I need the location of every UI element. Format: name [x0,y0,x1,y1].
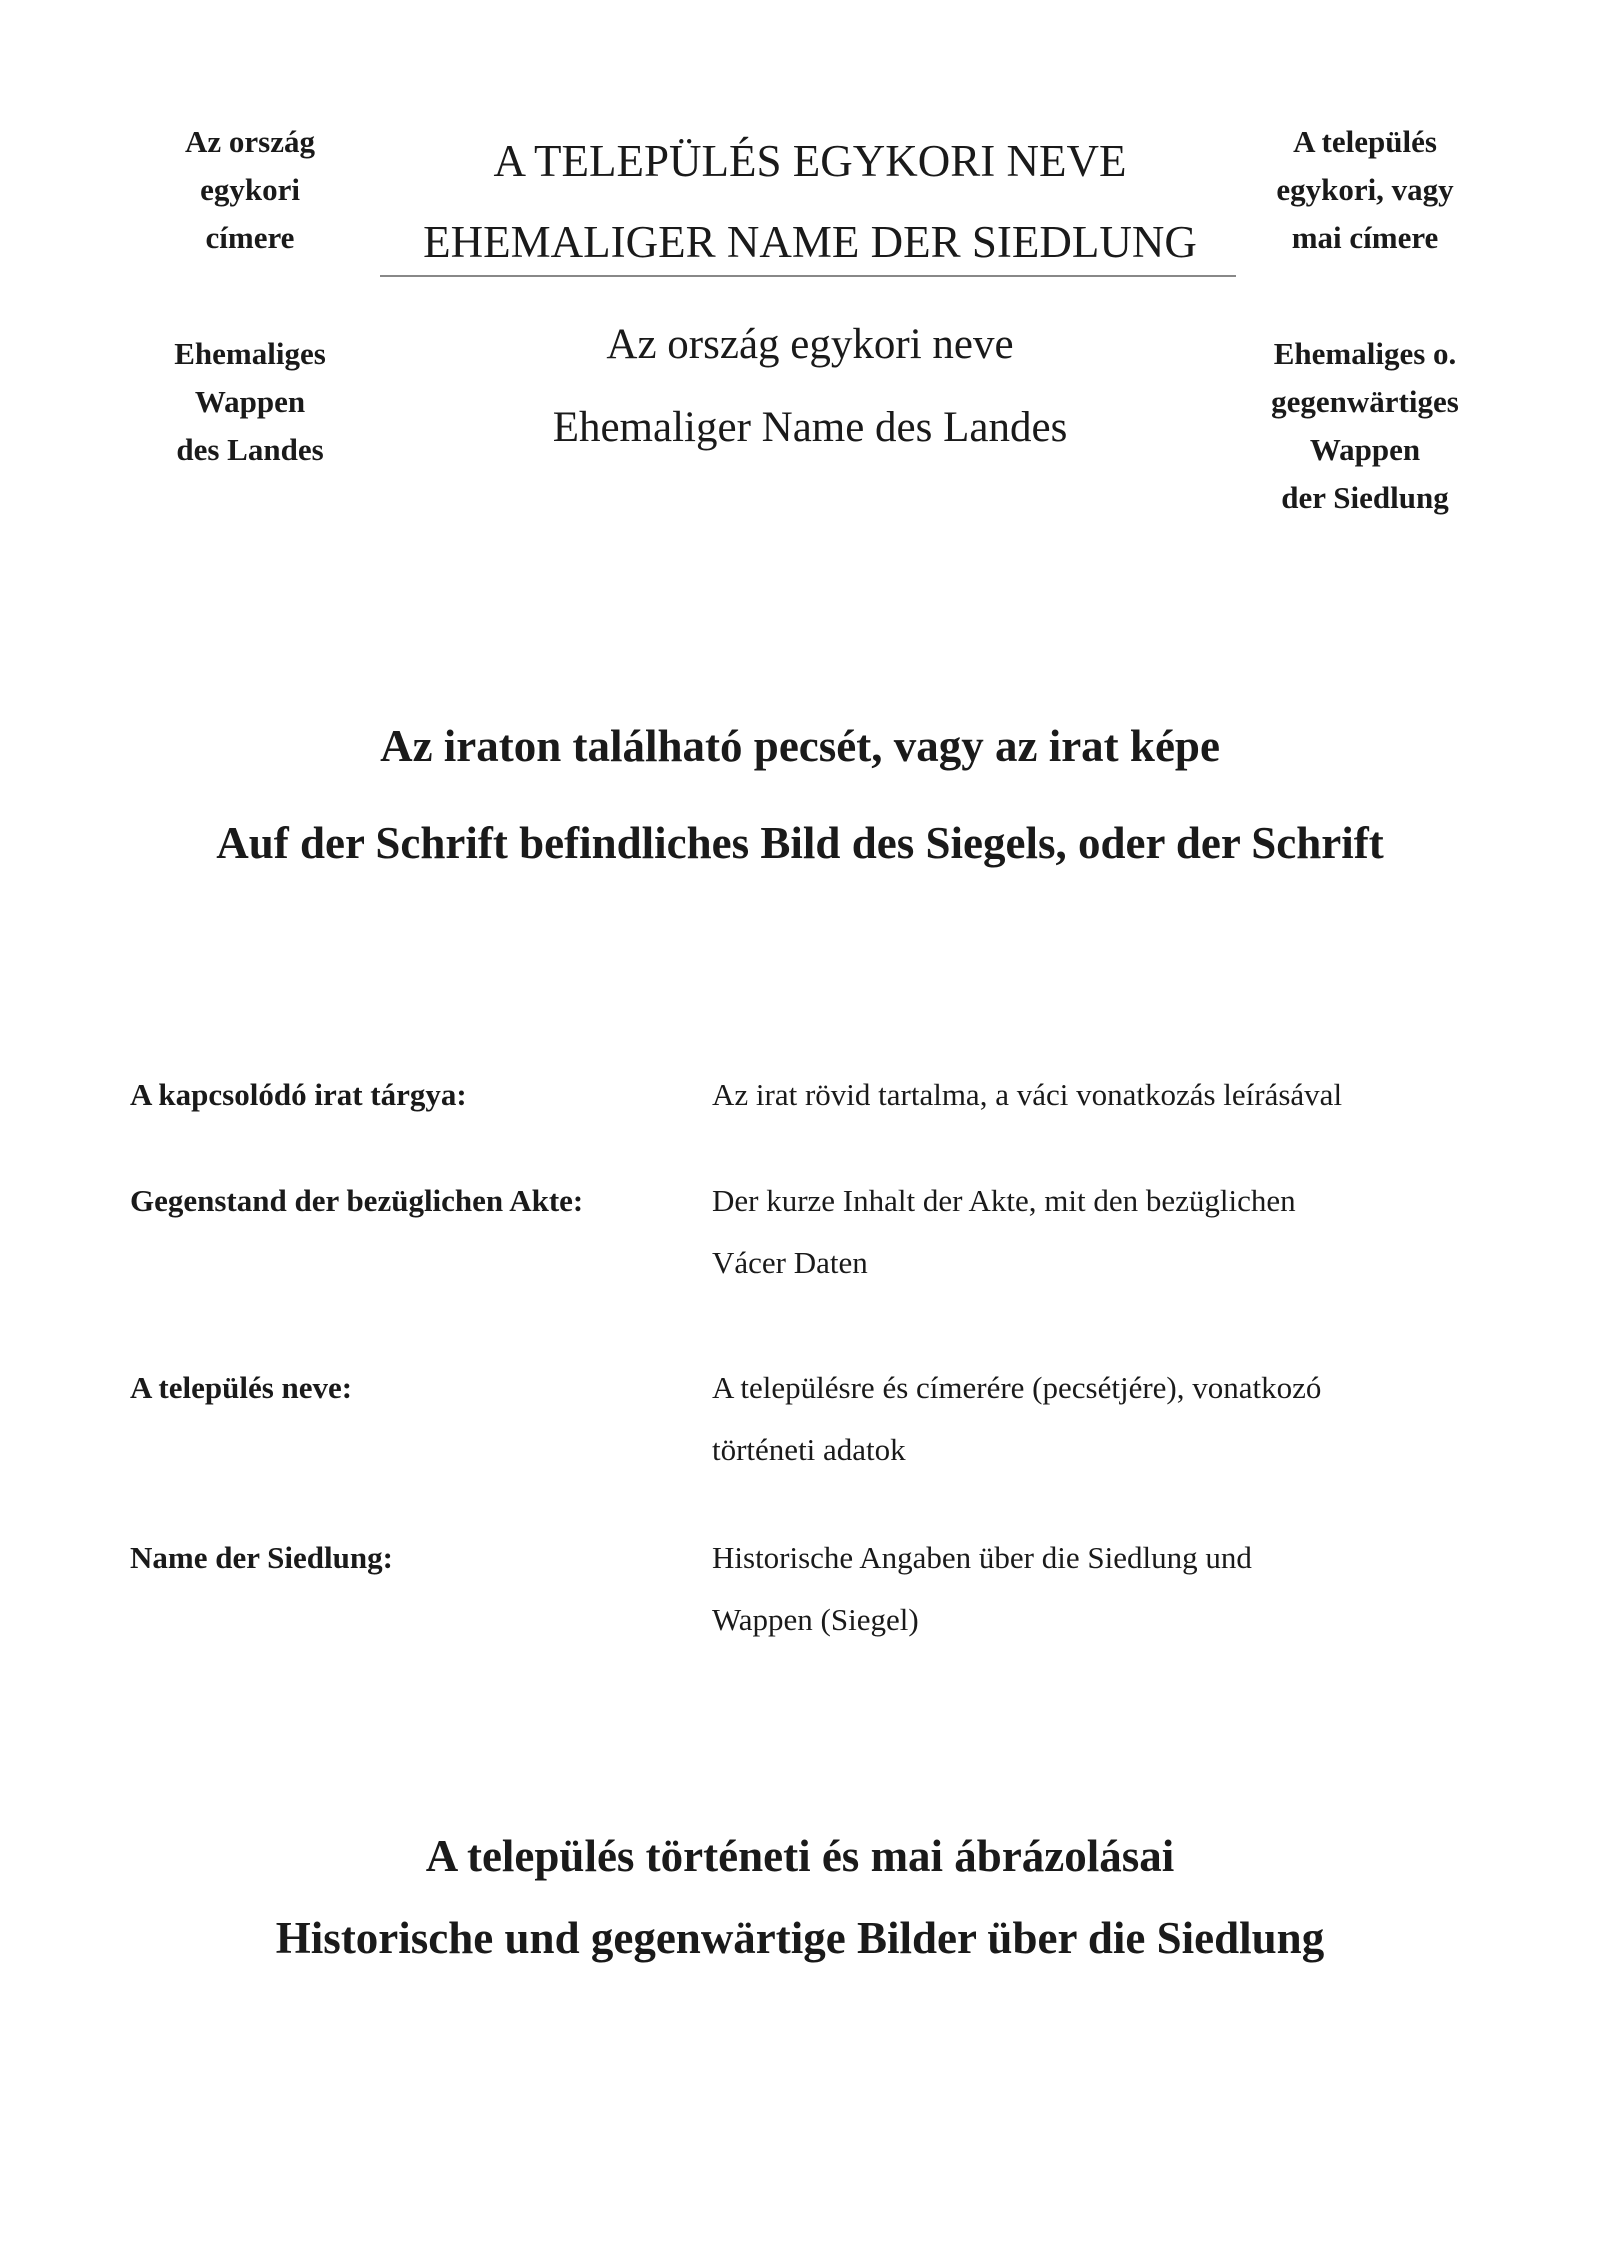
info-value-line: Az irat rövid tartalma, a váci vonatkozás leírásával [712,1077,1343,1112]
info-value-line: A településre és címerére (pecsétjére), vonatkozó [712,1370,1322,1405]
info-value-line: Vácer Daten [712,1245,868,1280]
caption-line: mai címere [1291,220,1439,255]
info-value-settlement-hu [712,1357,1492,1481]
info-value-subject-de [712,1170,1492,1294]
caption-line: Wappen [194,384,306,419]
caption-line: címere [205,220,295,255]
info-value-line: Der kurze Inhalt der Akte, mit den bezüglichen [712,1183,1296,1218]
settlement-name-de: EHEMALIGER NAME DER SIEDLUNG [423,217,1197,267]
caption-line: Ehemaliges o. [1273,336,1457,371]
caption-line: Wappen [1309,432,1421,467]
info-value-line: Wappen (Siegel) [712,1602,919,1637]
caption-line: der Siedlung [1281,480,1449,515]
seal-heading-de: Auf der Schrift befindliches Bild des Siegels, oder der Schrift [216,818,1384,868]
images-heading-de: Historische und gegenwärtige Bilder über die Siedlung [275,1913,1325,1963]
info-value-settlement-de [712,1527,1492,1651]
seal-heading-hu: Az iraton található pecsét, vagy az irat képe [380,721,1220,771]
caption-line: Az ország [185,124,315,159]
left-arms-caption-hu [150,118,350,262]
country-name-hu: Az ország egykori neve [606,321,1014,368]
caption-line: egykori, vagy [1276,172,1454,207]
left-arms-caption-de [130,330,370,474]
right-arms-caption-hu [1240,118,1490,262]
caption-line: A település [1293,124,1437,159]
caption-line: des Landes [176,432,324,467]
info-label-subject-hu: A kapcsolódó irat tárgya: [130,1077,467,1112]
caption-line: Ehemaliges [174,336,326,371]
images-heading-hu: A település történeti és mai ábrázolásai [425,1831,1175,1881]
info-label-settlement-hu: A település neve: [130,1370,353,1405]
info-label-subject-de: Gegenstand der bezüglichen Akte: [130,1183,584,1218]
info-value-line: történeti adatok [712,1432,906,1467]
info-label-settlement-de: Name der Siedlung: [130,1540,393,1575]
caption-line: egykori [200,172,300,207]
settlement-name-hu: A TELEPÜLÉS EGYKORI NEVE [493,136,1127,186]
right-arms-caption-de [1230,330,1500,522]
title-divider [380,275,1236,277]
info-value-subject-hu [712,1064,1492,1126]
info-value-line: Historische Angaben über die Siedlung und [712,1540,1252,1575]
caption-line: gegenwärtiges [1271,384,1459,419]
country-name-de: Ehemaliger Name des Landes [552,404,1068,451]
